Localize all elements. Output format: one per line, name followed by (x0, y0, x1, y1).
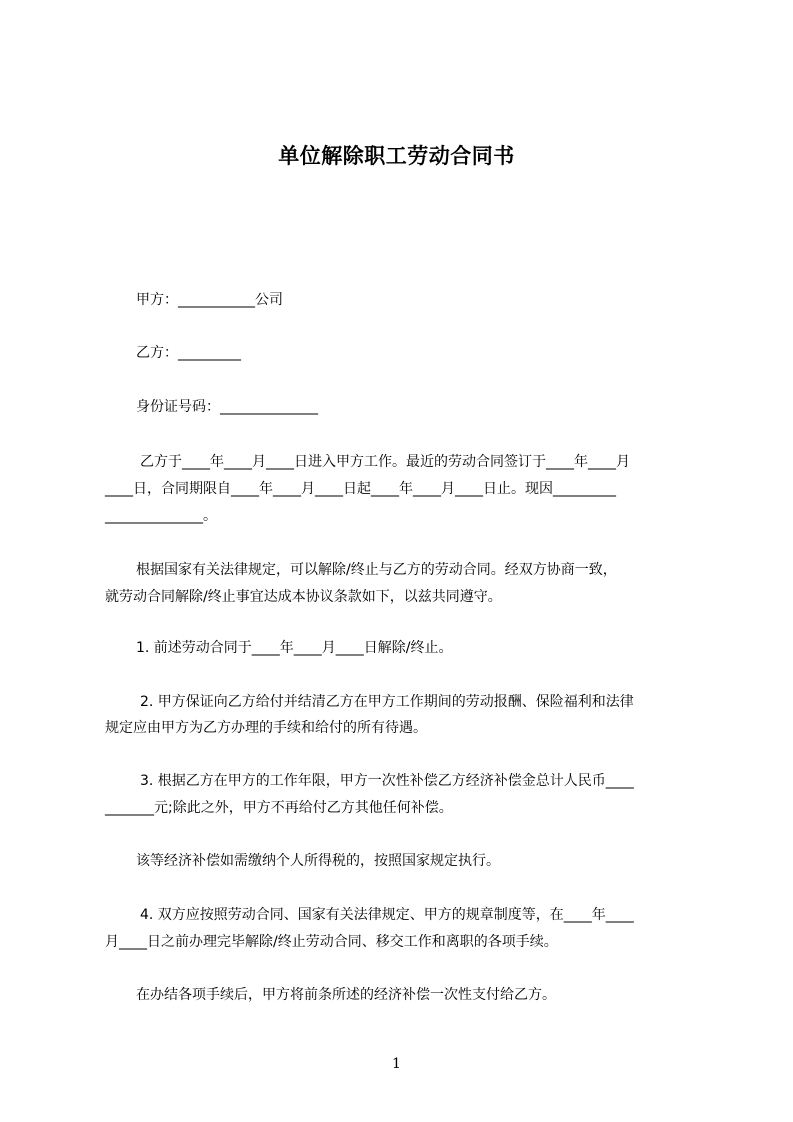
clause-3-line-1: 3. 根据乙方在甲方的工作年限，甲方一次性补偿乙方经济补偿金总计人民币____ (140, 773, 634, 789)
payment-note: 在办结各项手续后，甲方将前条所述的经济补偿一次性支付给乙方。 (136, 987, 556, 1003)
paragraph-basis-line-1: 根据国家有关法律规定，可以解除/终止与乙方的劳动合同。经双方协商一致， (136, 562, 617, 578)
paragraph-basis-line-2: 就劳动合同解除/终止事宜达成本协议条款如下，以兹共同遵守。 (105, 589, 502, 605)
page-number: 1 (392, 1056, 401, 1072)
id-number-line: 身份证号码：______________ (136, 399, 318, 415)
tax-note: 该等经济补偿如需缴纳个人所得税的，按照国家规定执行。 (136, 853, 500, 869)
clause-2-line-2: 规定应由甲方为乙方办理的手续和给付的所有待遇。 (105, 720, 427, 736)
paragraph-entry-line-3: ______________。 (105, 508, 217, 524)
clause-4-line-1: 4. 双方应按照劳动合同、国家有关法律规定、甲方的规章制度等，在____年____ (140, 907, 634, 923)
party-a-line: 甲方：___________公司 (136, 292, 283, 308)
clause-1: 1. 前述劳动合同于____年____月____日解除/终止。 (136, 640, 453, 656)
document-title: 单位解除职工劳动合同书 (278, 144, 515, 168)
party-b-line: 乙方：_________ (136, 345, 241, 361)
clause-3-line-2: _______元;除此之外，甲方不再给付乙方其他任何补偿。 (105, 800, 453, 816)
clause-2-line-1: 2. 甲方保证向乙方给付并结清乙方在甲方工作期间的劳动报酬、保险福利和法律 (140, 694, 634, 710)
paragraph-entry-line-2: ____日，合同期限自____年____月____日起____年____月____日止。现因_________ (105, 481, 616, 497)
paragraph-entry-line-1: 乙方于____年____月____日进入甲方工作。最近的劳动合同签订于____年____月 (140, 454, 630, 470)
clause-4-line-2: 月____日之前办理完毕解除/终止劳动合同、移交工作和离职的各项手续。 (105, 934, 558, 950)
